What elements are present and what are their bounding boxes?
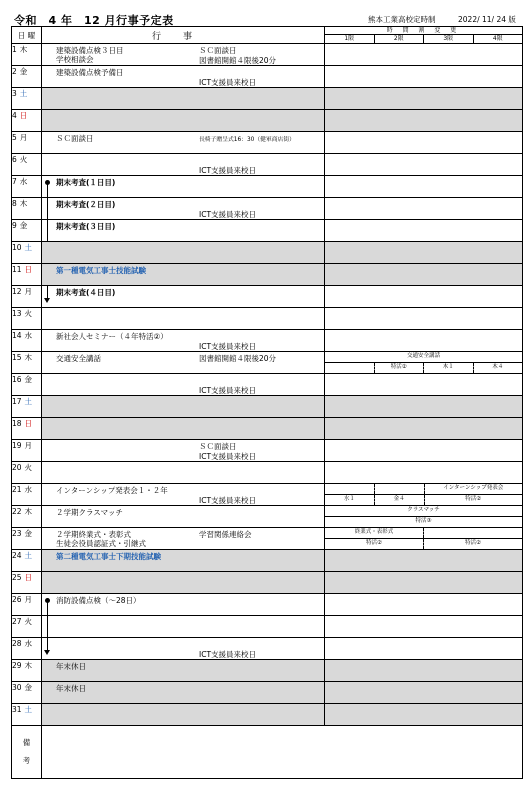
day-number: 31 xyxy=(12,705,22,714)
timetable-change-entry: 木１ xyxy=(424,363,474,373)
event-text: ＳＣ面談日 xyxy=(56,134,94,143)
day-number: 10 xyxy=(12,243,22,252)
day-date-cell xyxy=(12,638,42,660)
timetable-change-entry: インターンシップ発表会 xyxy=(443,485,504,491)
day-number: 6 xyxy=(12,155,17,164)
day-number: 24 xyxy=(12,551,22,560)
day-number: 19 xyxy=(12,441,22,450)
day-number: 14 xyxy=(12,331,22,340)
day-date-cell xyxy=(12,660,42,682)
day-row xyxy=(12,176,523,198)
weekday-label: 土 xyxy=(19,89,28,98)
day-number: 5 xyxy=(12,133,17,142)
day-number: 2 xyxy=(12,67,17,76)
timetable-change-entry xyxy=(375,484,425,494)
day-event-cell xyxy=(42,352,325,374)
day-event-cell xyxy=(42,528,325,550)
day-number: 30 xyxy=(12,683,22,692)
day-date-cell xyxy=(12,352,42,374)
timetable-change-entry: クラスマッチ xyxy=(407,507,440,513)
timetable-change-cell xyxy=(325,682,523,704)
day-number: 21 xyxy=(12,485,22,494)
timetable-change-entry: 金４ xyxy=(375,495,425,505)
day-number: 28 xyxy=(12,639,22,648)
weekday-label: 日 xyxy=(19,111,28,120)
day-number: 17 xyxy=(12,397,22,406)
event-text: 建築設備点検予備日 xyxy=(56,68,124,77)
weekday-label: 火 xyxy=(19,155,28,164)
timetable-change-entry: 特活③ xyxy=(415,518,432,524)
timetable-change-cell xyxy=(325,572,523,594)
day-date-cell xyxy=(12,682,42,704)
day-row xyxy=(12,506,523,528)
day-number: 3 xyxy=(12,89,17,98)
weekday-label: 日 xyxy=(24,573,33,582)
day-event-cell xyxy=(42,198,325,220)
day-date-cell xyxy=(12,616,42,638)
day-date-cell xyxy=(12,66,42,88)
timetable-title: 時 間 割 変 更 xyxy=(325,27,522,35)
timetable-change-cell xyxy=(325,374,523,396)
weekday-label: 金 xyxy=(19,221,28,230)
weekday-label: 日 xyxy=(24,265,33,274)
event-text: 消防設備点検（～28日） xyxy=(56,596,141,605)
day-event-cell xyxy=(42,44,325,66)
timetable-change-cell xyxy=(325,594,523,616)
day-number: 29 xyxy=(12,661,22,670)
day-row xyxy=(12,132,523,154)
event-text: 期末考査(２日目) xyxy=(56,200,116,209)
weekday-label: 土 xyxy=(24,551,33,560)
table-header-row xyxy=(12,27,523,44)
event-text: ２学期クラスマッチ xyxy=(56,508,123,517)
timetable-change-entry: 木４ xyxy=(492,364,504,370)
day-event-cell xyxy=(42,682,325,704)
timetable-change-cell xyxy=(325,154,523,176)
timetable-change-cell xyxy=(325,132,523,154)
timetable-change-entry: 終業式・表彰式 xyxy=(325,528,424,538)
timetable-change-entry: 特活② xyxy=(375,363,425,373)
day-number: 13 xyxy=(12,309,22,318)
day-date-cell xyxy=(12,704,42,726)
day-date-cell xyxy=(12,198,42,220)
period-4-header: 4限 xyxy=(492,35,503,42)
weekday-label: 水 xyxy=(24,485,33,494)
day-row xyxy=(12,44,523,66)
weekday-label: 木 xyxy=(24,353,33,362)
day-row xyxy=(12,660,523,682)
day-date-cell xyxy=(12,506,42,528)
day-event-cell xyxy=(42,440,325,462)
timetable-change-entry: 特活② xyxy=(465,496,482,502)
timetable-change-cell xyxy=(325,484,523,506)
range-end-arrow xyxy=(44,650,50,655)
remarks-label-1: 備 xyxy=(22,738,31,747)
day-number: 15 xyxy=(12,353,22,362)
day-event-cell xyxy=(42,418,325,440)
day-row xyxy=(12,286,523,308)
timetable-change-cell xyxy=(325,616,523,638)
timetable-change-cell xyxy=(325,396,523,418)
event-note-2: ICT支援員来校日 xyxy=(199,650,257,659)
timetable-change-cell xyxy=(325,88,523,110)
school-name: 熊本工業高校定時制 xyxy=(368,15,436,24)
day-number: 1 xyxy=(12,45,17,54)
day-event-cell xyxy=(42,308,325,330)
timetable-change-entry: 水１ xyxy=(325,495,375,505)
day-row xyxy=(12,638,523,660)
day-date-cell xyxy=(12,264,42,286)
weekday-label: 金 xyxy=(19,67,28,76)
day-event-cell xyxy=(42,484,325,506)
day-number: 27 xyxy=(12,617,22,626)
day-number: 18 xyxy=(12,419,22,428)
day-date-cell xyxy=(12,484,42,506)
day-date-cell xyxy=(12,132,42,154)
day-event-cell xyxy=(42,594,325,616)
weekday-label: 土 xyxy=(24,243,33,252)
day-event-cell xyxy=(42,242,325,264)
event-note-2: ICT支援員来校日 xyxy=(199,210,257,219)
day-row xyxy=(12,110,523,132)
event-text: ２学期終業式・表彰式 xyxy=(56,530,131,539)
day-date-cell xyxy=(12,176,42,198)
timetable-change-cell xyxy=(325,330,523,352)
day-date-cell xyxy=(12,528,42,550)
timetable-change-cell xyxy=(325,286,523,308)
day-row xyxy=(12,462,523,484)
timetable-change-cell xyxy=(325,66,523,88)
event-note: 図書館開館４限後20分 xyxy=(199,354,277,363)
timetable-change-cell xyxy=(325,220,523,242)
weekday-label: 日 xyxy=(24,419,33,428)
event-note-2: ICT支援員来校日 xyxy=(199,386,257,395)
timetable-change-entry xyxy=(325,484,375,494)
timetable-change-cell xyxy=(325,704,523,726)
period-2-header: 2限 xyxy=(375,35,425,43)
day-event-cell xyxy=(42,704,325,726)
day-row xyxy=(12,550,523,572)
period-3-header: 3限 xyxy=(424,35,474,43)
day-row xyxy=(12,374,523,396)
day-row xyxy=(12,330,523,352)
event-text: 新社会人セミナー（４年特活②） xyxy=(56,332,168,341)
timetable-change-cell xyxy=(325,198,523,220)
day-row xyxy=(12,594,523,616)
day-event-cell xyxy=(42,66,325,88)
timetable-change-entry xyxy=(424,528,522,538)
day-event-cell xyxy=(42,286,325,308)
day-row xyxy=(12,418,523,440)
event-text-2: 生徒会役員認証式・引継式 xyxy=(56,539,146,548)
day-date-cell xyxy=(12,440,42,462)
day-event-cell xyxy=(42,550,325,572)
timetable-change-cell xyxy=(325,264,523,286)
timetable-change-cell xyxy=(325,506,523,528)
event-note: 学習関係連絡会 xyxy=(199,530,252,539)
day-row xyxy=(12,440,523,462)
event-note: ＳＣ面談日 xyxy=(199,46,237,55)
weekday-label: 水 xyxy=(24,331,33,340)
timetable-change-cell xyxy=(325,462,523,484)
period-1-header: 1限 xyxy=(325,35,375,43)
timetable-change-entry: 特活② xyxy=(325,539,424,549)
event-text: 期末考査(１日目) xyxy=(56,178,116,187)
weekday-label: 月 xyxy=(24,287,33,296)
weekday-label: 金 xyxy=(24,683,33,692)
timetable-change-cell xyxy=(325,308,523,330)
day-date-cell xyxy=(12,154,42,176)
day-row xyxy=(12,308,523,330)
day-number: 20 xyxy=(12,463,22,472)
day-row xyxy=(12,572,523,594)
timetable-change-cell xyxy=(325,110,523,132)
page-title: 令和 4 年 12 月行事予定表 xyxy=(14,14,174,27)
day-number: 7 xyxy=(12,177,17,186)
timetable-change-cell xyxy=(325,352,523,374)
timetable-change-cell xyxy=(325,638,523,660)
day-date-cell xyxy=(12,550,42,572)
timetable-change-cell xyxy=(325,440,523,462)
timetable-change-cell xyxy=(325,418,523,440)
day-date-cell xyxy=(12,330,42,352)
event-text: 期末考査(３日目) xyxy=(56,222,116,231)
event-text: 年末休日 xyxy=(56,662,86,671)
event-note: ＳＣ面談日 xyxy=(199,442,237,451)
day-date-cell xyxy=(12,308,42,330)
day-date-cell xyxy=(12,462,42,484)
weekday-label: 月 xyxy=(19,133,28,142)
day-date-cell xyxy=(12,88,42,110)
weekday-label: 月 xyxy=(24,595,33,604)
day-row xyxy=(12,682,523,704)
weekday-label: 木 xyxy=(24,661,33,670)
timetable-change-cell xyxy=(325,176,523,198)
day-number: 25 xyxy=(12,573,22,582)
event-text-2: 学校相談会 xyxy=(56,55,94,64)
day-number: 9 xyxy=(12,221,17,230)
event-column-header: 行事 xyxy=(42,27,325,44)
event-text: 第一種電気工事士技能試験 xyxy=(56,266,146,275)
day-date-cell xyxy=(12,594,42,616)
day-event-cell xyxy=(42,176,325,198)
timetable-column-header xyxy=(325,27,523,44)
date-column-header: 日 曜 xyxy=(12,27,42,44)
timetable-change-cell xyxy=(325,660,523,682)
weekday-label: 火 xyxy=(24,617,33,626)
remarks-row xyxy=(12,726,523,779)
event-note: 長椅子贈呈式16：30（健軍商店街） xyxy=(199,137,295,143)
event-note-2: ICT支援員来校日 xyxy=(199,78,257,87)
day-row xyxy=(12,352,523,374)
weekday-label: 土 xyxy=(24,705,33,714)
weekday-label: 木 xyxy=(19,45,28,54)
day-row xyxy=(12,242,523,264)
day-event-cell xyxy=(42,572,325,594)
day-number: 22 xyxy=(12,507,22,516)
event-note-2: ICT支援員来校日 xyxy=(199,166,257,175)
day-event-cell xyxy=(42,154,325,176)
day-event-cell xyxy=(42,132,325,154)
range-end-arrow xyxy=(44,298,50,303)
schedule-table xyxy=(11,26,523,779)
day-row xyxy=(12,528,523,550)
day-event-cell xyxy=(42,264,325,286)
event-text: 建築設備点検３日目 xyxy=(56,46,124,55)
day-row xyxy=(12,484,523,506)
day-date-cell xyxy=(12,110,42,132)
weekday-label: 木 xyxy=(19,199,28,208)
timetable-change-cell xyxy=(325,242,523,264)
day-event-cell xyxy=(42,88,325,110)
version-date: 2022/ 11/ 24 版 xyxy=(458,15,516,24)
day-row xyxy=(12,704,523,726)
timetable-change-entry: 交通安全講話 xyxy=(406,353,440,359)
weekday-label: 木 xyxy=(24,507,33,516)
timetable-change-cell xyxy=(325,528,523,550)
day-row xyxy=(12,66,523,88)
event-text: 第二種電気工事士下期技能試験 xyxy=(56,552,161,561)
day-event-cell xyxy=(42,462,325,484)
day-event-cell xyxy=(42,638,325,660)
day-number: 12 xyxy=(12,287,22,296)
day-date-cell xyxy=(12,44,42,66)
weekday-label: 火 xyxy=(24,463,33,472)
event-note-2: ICT支援員来校日 xyxy=(199,496,257,505)
day-row xyxy=(12,88,523,110)
day-row xyxy=(12,220,523,242)
day-number: 11 xyxy=(12,265,22,274)
day-number: 8 xyxy=(12,199,17,208)
event-text: 交通安全講話 xyxy=(56,354,101,363)
day-date-cell xyxy=(12,242,42,264)
day-number: 23 xyxy=(12,529,22,538)
day-date-cell xyxy=(12,374,42,396)
day-number: 4 xyxy=(12,111,17,120)
day-event-cell xyxy=(42,616,325,638)
day-event-cell xyxy=(42,110,325,132)
day-number: 26 xyxy=(12,595,22,604)
event-note-2: ICT支援員来校日 xyxy=(199,452,257,461)
weekday-label: 水 xyxy=(19,177,28,186)
day-date-cell xyxy=(12,572,42,594)
weekday-label: 金 xyxy=(24,529,33,538)
event-text: 年末休日 xyxy=(56,684,86,693)
day-date-cell xyxy=(12,396,42,418)
timetable-change-entry: 特活② xyxy=(465,540,481,546)
remarks-label-2: 考 xyxy=(22,756,31,765)
timetable-change-cell xyxy=(325,550,523,572)
day-event-cell xyxy=(42,374,325,396)
day-event-cell xyxy=(42,660,325,682)
event-note-2: 図書館開館４限後20分 xyxy=(199,56,277,65)
day-row xyxy=(12,264,523,286)
weekday-label: 金 xyxy=(24,375,33,384)
timetable-change-entry xyxy=(325,363,375,373)
day-date-cell xyxy=(12,286,42,308)
event-note-2: ICT支援員来校日 xyxy=(199,342,257,351)
day-date-cell xyxy=(12,220,42,242)
event-text: 期末考査(４日目) xyxy=(56,288,116,297)
day-row xyxy=(12,616,523,638)
day-number: 16 xyxy=(12,375,22,384)
remarks-label-cell xyxy=(12,726,42,779)
day-event-cell xyxy=(42,396,325,418)
day-event-cell xyxy=(42,220,325,242)
weekday-label: 火 xyxy=(24,309,33,318)
day-event-cell xyxy=(42,506,325,528)
weekday-label: 月 xyxy=(24,441,33,450)
weekday-label: 土 xyxy=(24,397,33,406)
weekday-label: 水 xyxy=(24,639,33,648)
timetable-change-cell xyxy=(325,44,523,66)
event-text: インターンシップ発表会１・２年 xyxy=(56,486,168,495)
day-row xyxy=(12,396,523,418)
day-date-cell xyxy=(12,418,42,440)
day-event-cell xyxy=(42,330,325,352)
day-row xyxy=(12,198,523,220)
remarks-content xyxy=(42,726,523,779)
day-row xyxy=(12,154,523,176)
